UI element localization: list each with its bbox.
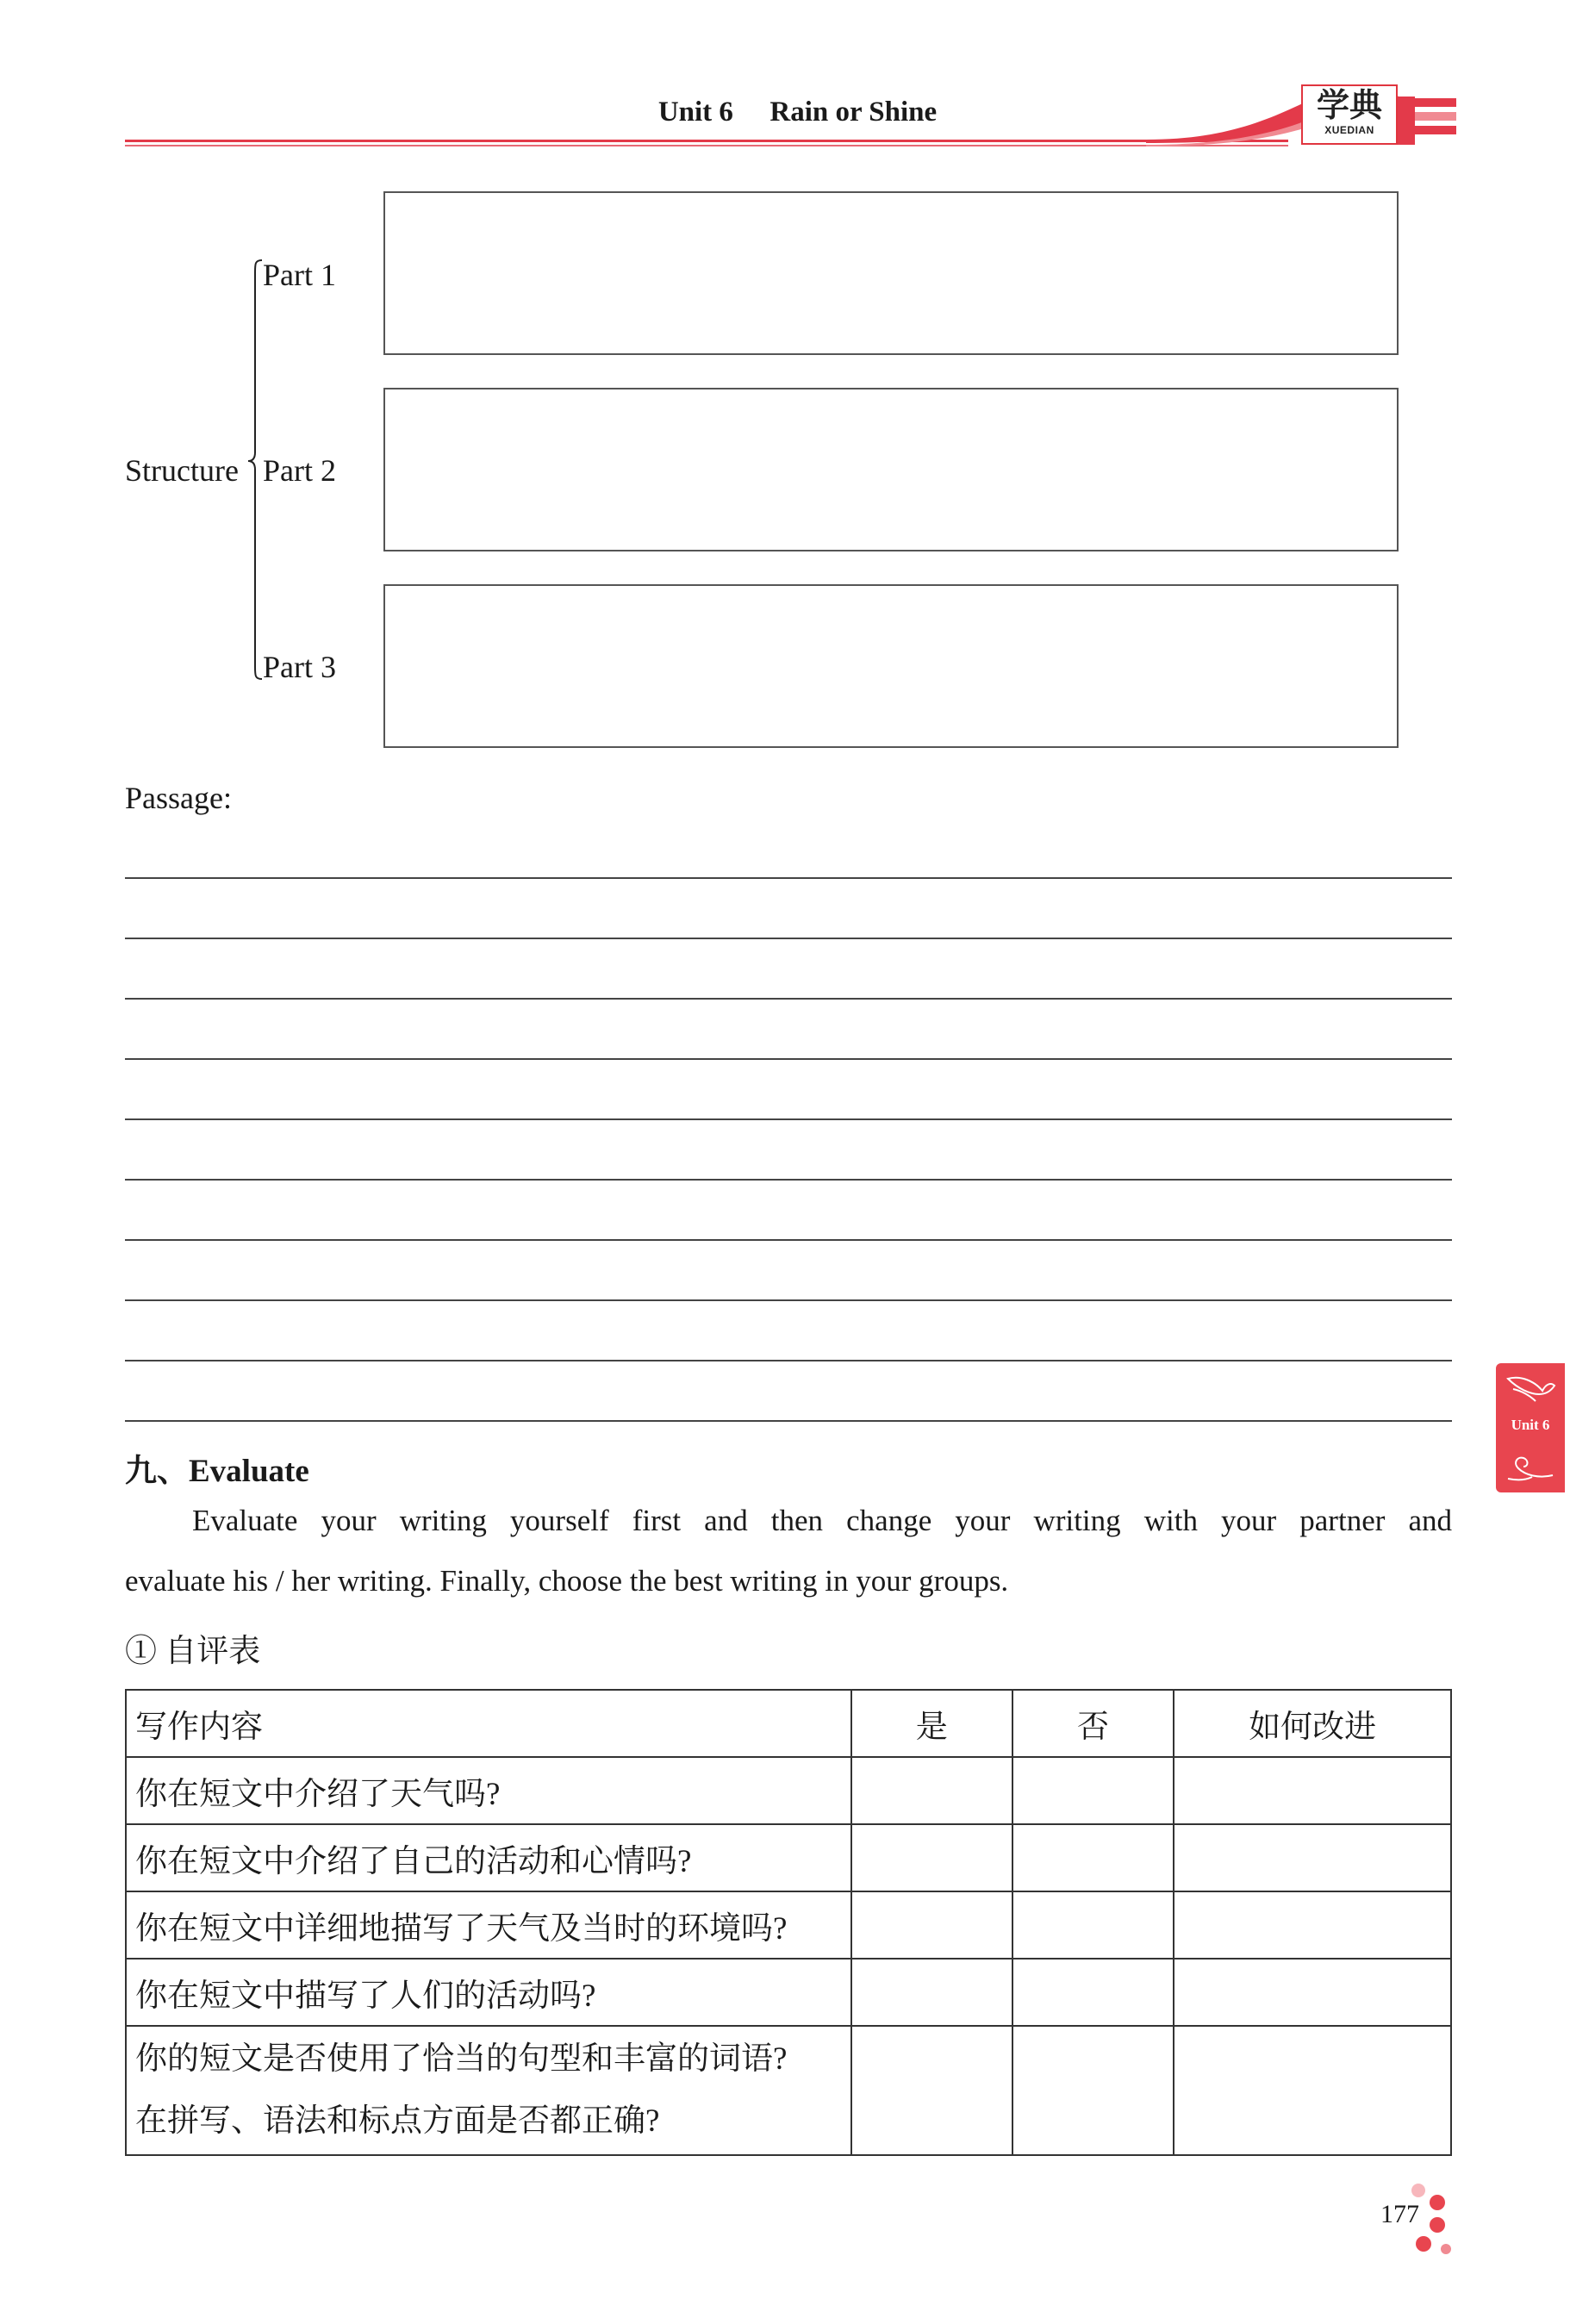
logo-english: XUEDIAN	[1324, 124, 1374, 136]
section-title-evaluate: 九、Evaluate	[125, 1454, 309, 1489]
header-title: Rain or Shine	[769, 97, 938, 128]
table-row	[126, 2026, 1451, 2155]
table-caption: ① 自评表	[125, 1634, 261, 1669]
structure-label: Structure	[125, 453, 239, 488]
self-evaluation-table	[125, 1689, 1452, 2156]
part-3-label: Part 3	[263, 650, 336, 684]
passage-label: Passage:	[125, 781, 232, 815]
no-cell[interactable]	[1012, 1959, 1174, 2026]
header-unit: Unit 6	[657, 97, 733, 128]
row-question: 你在短文中详细地描写了天气及当时的环境吗?	[126, 1891, 851, 1959]
yes-cell[interactable]	[851, 1891, 1012, 1959]
part-2-label: Part 2	[263, 453, 336, 488]
row-question: 你在短文中介绍了天气吗?	[126, 1757, 851, 1824]
header-content: 写作内容	[126, 1690, 851, 1757]
instruction-text-1: Evaluate your writing yourself first and then change your writing with your partner and	[192, 1504, 1452, 1537]
improve-cell[interactable]	[1174, 2026, 1451, 2155]
writing-line[interactable]	[125, 1058, 1452, 1060]
improve-cell[interactable]	[1174, 1959, 1451, 2026]
logo-chinese: 学典	[1316, 86, 1382, 124]
part-1-label: Part 1	[263, 258, 336, 292]
writing-line[interactable]	[125, 938, 1452, 939]
table-row	[126, 1891, 1451, 1959]
header-rule	[125, 140, 1288, 142]
writing-line[interactable]	[125, 998, 1452, 1000]
row-question-line-2: 在拼写、语法和标点方面是否都正确?	[135, 2103, 660, 2139]
unit-side-tab[interactable]	[1496, 1363, 1565, 1492]
table-row	[126, 1959, 1451, 2026]
header-no: 否	[1012, 1690, 1174, 1757]
side-tab-label: Unit 6	[1511, 1417, 1550, 1433]
no-cell[interactable]	[1012, 1824, 1174, 1891]
writing-line[interactable]	[125, 877, 1452, 879]
instruction-line-1	[125, 1504, 1452, 1538]
no-cell[interactable]	[1012, 1757, 1174, 1824]
improve-cell[interactable]	[1174, 1824, 1451, 1891]
table-row	[126, 1824, 1451, 1891]
brand-logo	[1301, 84, 1398, 145]
writing-line[interactable]	[125, 1360, 1452, 1361]
no-cell[interactable]	[1012, 1891, 1174, 1959]
improve-cell[interactable]	[1174, 1757, 1451, 1824]
improve-cell[interactable]	[1174, 1891, 1451, 1959]
header-yes: 是	[851, 1690, 1012, 1757]
yes-cell[interactable]	[851, 1824, 1012, 1891]
page-number: 177	[1380, 2200, 1419, 2228]
part-1-answer-box[interactable]	[383, 191, 1399, 355]
part-3-answer-box[interactable]	[383, 584, 1399, 748]
header-improve: 如何改进	[1174, 1690, 1451, 1757]
wing-icon	[1505, 1372, 1556, 1406]
table-row	[126, 1757, 1451, 1824]
yes-cell[interactable]	[851, 1959, 1012, 2026]
yes-cell[interactable]	[851, 2026, 1012, 2155]
table-header-row	[126, 1690, 1451, 1757]
part-2-answer-box[interactable]	[383, 388, 1399, 551]
row-question: 你在短文中描写了人们的活动吗?	[126, 1959, 851, 2026]
yes-cell[interactable]	[851, 1757, 1012, 1824]
header-rule-thin	[125, 145, 1288, 146]
writing-line[interactable]	[125, 1239, 1452, 1241]
writing-line[interactable]	[125, 1299, 1452, 1301]
writing-line[interactable]	[125, 1118, 1452, 1120]
row-question: 你在短文中介绍了自己的活动和心情吗?	[126, 1824, 851, 1891]
row-question-line-1: 你的短文是否使用了恰当的句型和丰富的词语?	[135, 2041, 788, 2077]
instruction-line-2: evaluate his / her writing. Finally, choose the best writing in your groups.	[125, 1564, 1009, 1598]
writing-line[interactable]	[125, 1420, 1452, 1422]
row-question	[126, 2026, 851, 2155]
writing-line[interactable]	[125, 1179, 1452, 1181]
no-cell[interactable]	[1012, 2026, 1174, 2155]
swirl-icon	[1505, 1449, 1556, 1484]
